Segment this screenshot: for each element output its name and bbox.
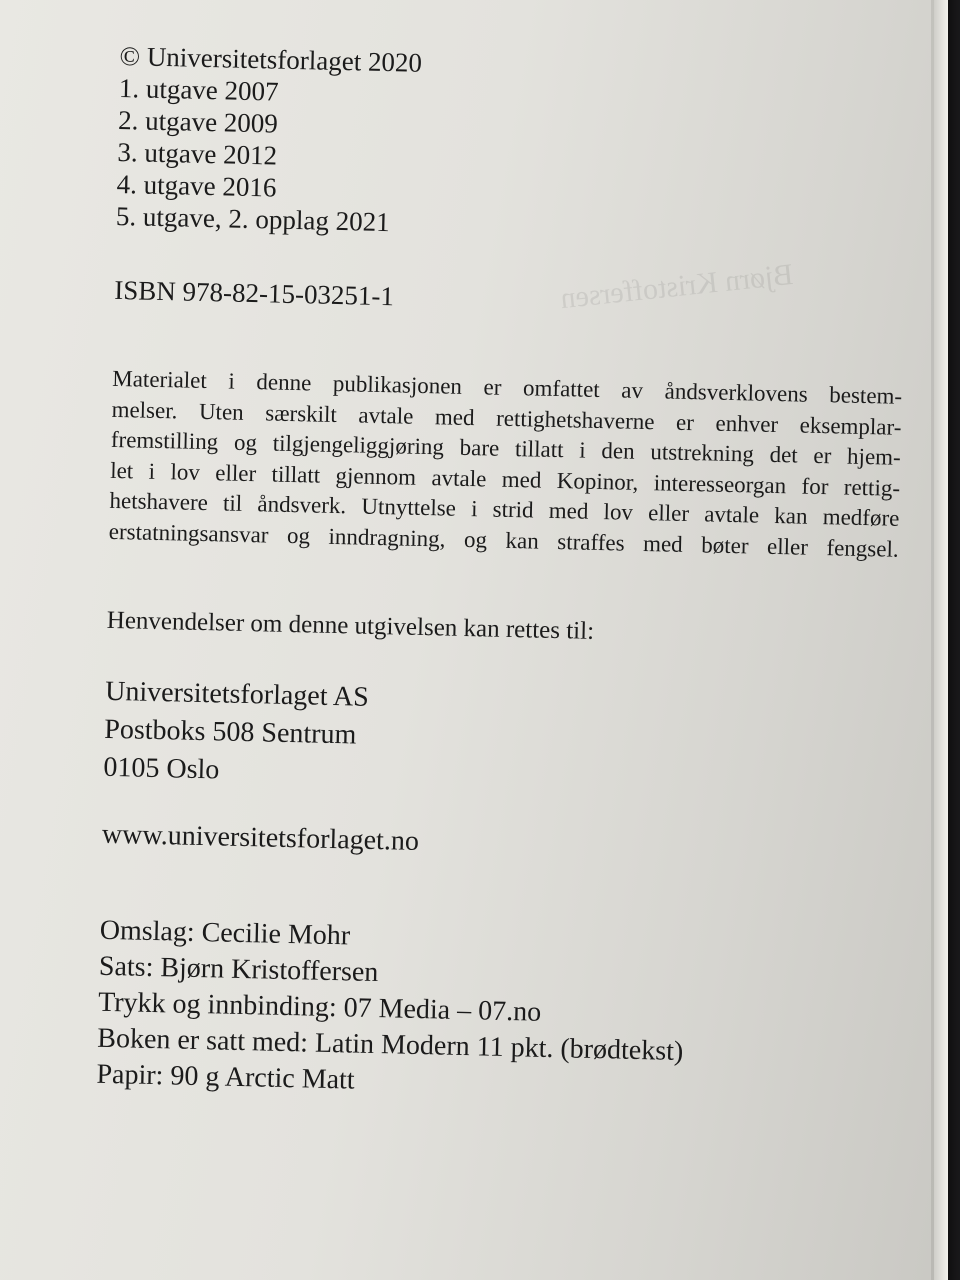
copyright-notice bbox=[108, 364, 902, 565]
page-edge bbox=[934, 0, 948, 1280]
address-line: Postboks 508 Sentrum bbox=[104, 713, 357, 751]
notice-line: let i lov eller tillatt gjennom avtale med Kopinor, interesseorgan for rettig- bbox=[109, 457, 901, 501]
colophon-text bbox=[96, 40, 920, 1111]
notice-line: fremstilling og tilgjengeliggjøring bare tillatt i den utstrekning det er hjem- bbox=[110, 426, 902, 470]
notice-line: melser. Uten særskilt avtale med rettighetshaverne er enhver eksemplar- bbox=[111, 396, 902, 440]
credit-line: Papir: 90 g Arctic Matt bbox=[96, 1058, 356, 1096]
credit-line: Omslag: Cecilie Mohr bbox=[99, 914, 351, 952]
edition-history bbox=[116, 40, 920, 250]
publisher-address bbox=[103, 673, 905, 805]
notice-line: Materialet i denne publikasjonen er omfattet av åndsverklovens bestem- bbox=[112, 365, 903, 409]
address-line: Universitetsforlaget AS bbox=[104, 675, 370, 713]
edition-line: 4. utgave 2016 bbox=[116, 168, 277, 203]
credit-line: Boken er satt med: Latin Modern 11 pkt. (brødtekst) bbox=[96, 1022, 684, 1068]
edition-line: 1. utgave 2007 bbox=[118, 72, 279, 107]
address-line: 0105 Oslo bbox=[103, 751, 220, 786]
isbn: ISBN 978-82-15-03251-1 bbox=[113, 274, 395, 312]
edition-line: 5. utgave, 2. opplag 2021 bbox=[115, 200, 390, 238]
contact-intro: Henvendelser om denne utgivelsen kan rettes til: bbox=[106, 606, 595, 645]
notice-line: erstatningsansvar og inndragning, og kan straffes med bøter eller fengsel. bbox=[108, 518, 899, 562]
edition-line: 2. utgave 2009 bbox=[117, 104, 279, 139]
production-credits bbox=[96, 913, 900, 1111]
credit-line: Trykk og innbinding: 07 Media – 07.no bbox=[97, 986, 542, 1028]
notice-line: hetshavere til åndsverk. Utnyttelse i strid med lov eller avtale kan medføre bbox=[109, 487, 900, 531]
edition-line: 3. utgave 2012 bbox=[117, 136, 278, 171]
bleed-through-text: Bjørn Kristoffersen bbox=[558, 257, 795, 316]
credit-line: Sats: Bjørn Kristoffersen bbox=[98, 950, 379, 989]
copyright-holder: Universitetsforlaget 2020 bbox=[146, 41, 423, 78]
copyright-symbol: © bbox=[119, 40, 141, 72]
publisher-website: www.universitetsforlaget.no bbox=[101, 818, 420, 857]
